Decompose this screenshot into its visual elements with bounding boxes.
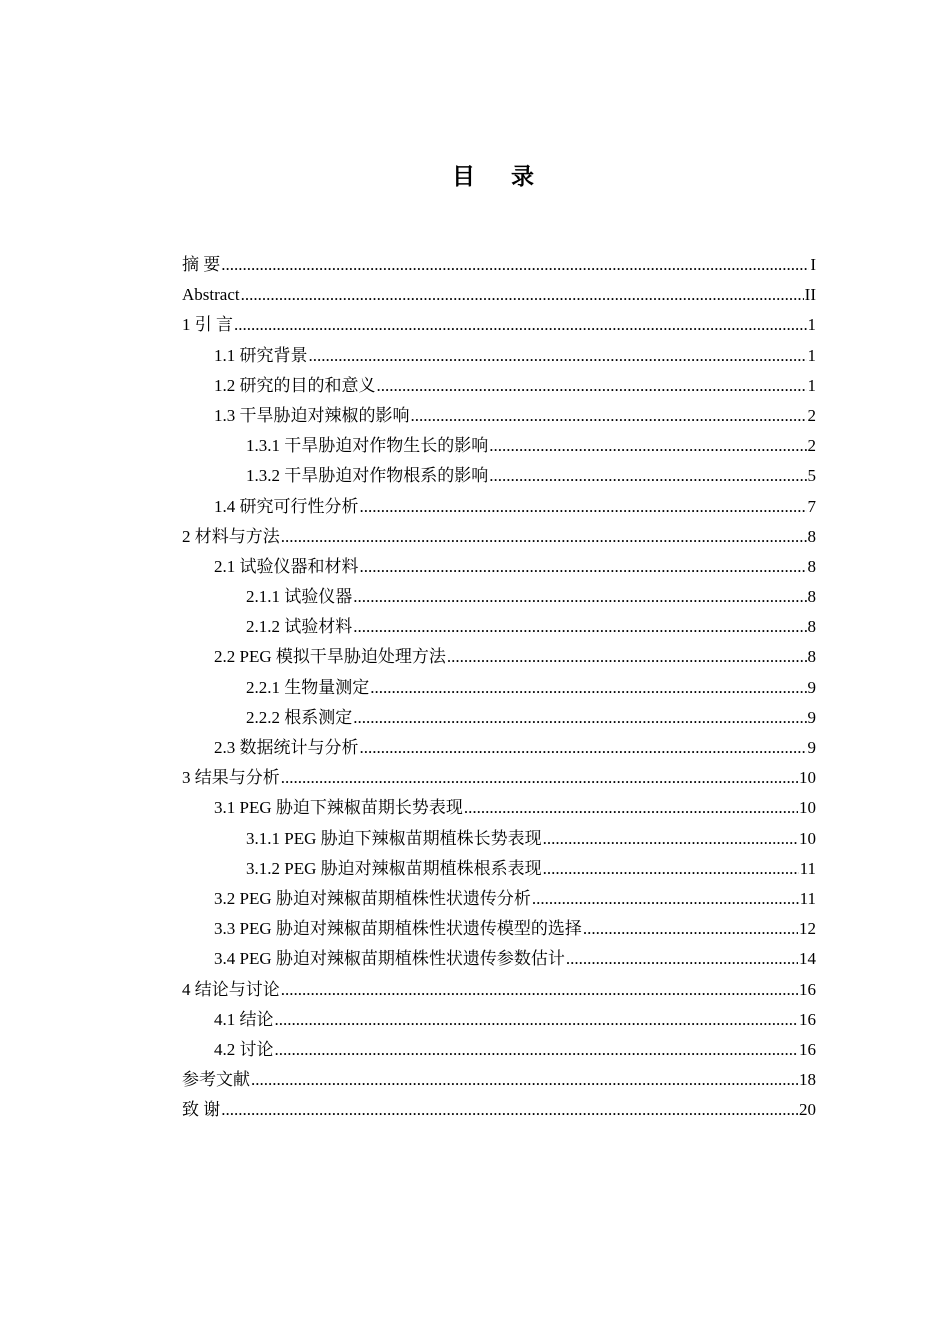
toc-entry-label: 摘 要 — [182, 255, 221, 274]
toc-entry-label: 1.3 干旱胁迫对辣椒的影响 — [214, 405, 410, 425]
toc-dot-leader — [353, 582, 806, 612]
toc-entry-label: 2.3 数据统计与分析 — [214, 738, 359, 757]
toc-entry[interactable] — [182, 793, 816, 823]
toc-entry-label: 2.1.2 试验材料 — [246, 617, 353, 637]
toc-entry[interactable] — [182, 522, 816, 552]
toc-dot-leader — [281, 522, 807, 552]
toc-entry-page-number: 1 — [807, 345, 816, 365]
toc-entry-label: 2.2.1 生物量测定 — [246, 677, 370, 697]
toc-dot-leader — [489, 431, 806, 461]
toc-entry-page-number: 10 — [799, 798, 816, 818]
toc-entry-label: 1.3.2 干旱胁迫对作物根系的影响 — [246, 466, 489, 486]
toc-entry[interactable] — [182, 310, 816, 340]
toc-entry-label: 3.2 PEG 胁迫对辣椒苗期植株性状遗传分析 — [214, 888, 531, 908]
toc-entry-label: 1.2 研究的目的和意义 — [214, 375, 376, 395]
toc-entry-page-number: 7 — [807, 496, 816, 516]
toc-entry[interactable] — [182, 673, 816, 703]
toc-entry[interactable] — [182, 884, 816, 914]
toc-dot-leader — [360, 492, 807, 522]
toc-entry-label: 参考文献 — [182, 1070, 250, 1090]
toc-entry-label: 1 引 言 — [182, 315, 233, 335]
toc-entry-page-number: 8 — [807, 587, 816, 607]
toc-entry[interactable] — [182, 642, 816, 672]
toc-entry[interactable] — [182, 552, 816, 582]
toc-entry-page-number: 5 — [807, 466, 816, 486]
toc-entry[interactable] — [182, 854, 816, 884]
toc-entry-label: 4.2 讨论 — [214, 1039, 274, 1059]
toc-dot-leader — [411, 401, 807, 431]
toc-entry-page-number: 16 — [799, 1009, 816, 1029]
toc-dot-leader — [221, 1095, 798, 1125]
toc-dot-leader — [447, 642, 807, 672]
toc-entry-page-number: 12 — [799, 919, 816, 939]
toc-entry-label: 3.1.1 PEG 胁迫下辣椒苗期植株长势表现 — [246, 828, 542, 848]
toc-entry-label: 4.1 结论 — [214, 1009, 274, 1029]
toc-entry[interactable] — [182, 1035, 816, 1065]
toc-dot-leader — [377, 371, 807, 401]
toc-entry-label: 1.4 研究可行性分析 — [214, 496, 359, 516]
toc-entry[interactable] — [182, 492, 816, 522]
toc-entry-page-number: I — [810, 255, 816, 274]
toc-dot-leader — [309, 341, 807, 371]
toc-entry-page-number: 20 — [799, 1100, 816, 1120]
toc-entry[interactable] — [182, 733, 816, 763]
toc-entry-label: 3.1.2 PEG 胁迫对辣椒苗期植株根系表现 — [246, 858, 542, 878]
toc-entry-page-number: 18 — [799, 1070, 816, 1090]
toc-dot-leader — [241, 280, 804, 310]
toc-entry-label: 1.3.1 干旱胁迫对作物生长的影响 — [246, 436, 489, 456]
toc-dot-leader — [532, 884, 799, 914]
toc-entry[interactable] — [182, 280, 816, 310]
toc-entry[interactable] — [182, 612, 816, 642]
toc-entry[interactable] — [182, 1005, 816, 1035]
toc-entry[interactable] — [182, 250, 816, 280]
toc-entry-label: 2.2.2 根系测定 — [246, 707, 353, 727]
toc-entry-page-number: 10 — [799, 828, 816, 848]
toc-dot-leader — [370, 673, 806, 703]
toc-dot-leader — [275, 1005, 799, 1035]
toc-entry-page-number: 11 — [799, 888, 816, 908]
toc-dot-leader — [251, 1065, 798, 1095]
toc-entry[interactable] — [182, 431, 816, 461]
toc-entry[interactable] — [182, 944, 816, 974]
toc-dot-leader — [360, 552, 807, 582]
toc-entry-label: 3.1 PEG 胁迫下辣椒苗期长势表现 — [214, 798, 463, 818]
toc-entry[interactable] — [182, 401, 816, 431]
toc-entry-page-number: 9 — [807, 738, 816, 757]
table-of-contents — [182, 250, 816, 1125]
toc-entry-page-number: II — [804, 285, 816, 305]
toc-entry[interactable] — [182, 975, 816, 1005]
toc-entry-label: 2 材料与方法 — [182, 526, 280, 546]
toc-dot-leader — [275, 1035, 799, 1065]
toc-entry-page-number: 9 — [807, 707, 816, 727]
toc-dot-leader — [489, 461, 806, 491]
page-title: 目 录 — [451, 164, 548, 190]
toc-entry[interactable] — [182, 371, 816, 401]
toc-dot-leader — [281, 763, 798, 793]
toc-dot-leader — [543, 854, 799, 884]
toc-entry-page-number: 2 — [807, 436, 816, 456]
toc-dot-leader — [221, 250, 809, 280]
toc-entry-page-number: 1 — [807, 375, 816, 395]
toc-entry-label: 2.2 PEG 模拟干旱胁迫处理方法 — [214, 647, 446, 667]
toc-dot-leader — [234, 310, 807, 340]
toc-entry-label: 3 结果与分析 — [182, 768, 280, 788]
toc-entry[interactable] — [182, 763, 816, 793]
toc-entry-page-number: 2 — [807, 405, 816, 425]
toc-dot-leader — [353, 703, 806, 733]
toc-entry[interactable] — [182, 914, 816, 944]
toc-entry[interactable] — [182, 461, 816, 491]
toc-entry[interactable] — [182, 582, 816, 612]
toc-entry[interactable] — [182, 824, 816, 854]
toc-entry-label: 2.1 试验仪器和材料 — [214, 556, 359, 576]
toc-dot-leader — [281, 975, 798, 1005]
toc-entry-page-number: 16 — [799, 1039, 816, 1059]
toc-entry-page-number: 10 — [799, 768, 816, 788]
toc-entry-label: 1.1 研究背景 — [214, 345, 308, 365]
toc-entry-label: 3.3 PEG 胁迫对辣椒苗期植株性状遗传模型的选择 — [214, 919, 582, 939]
toc-entry-page-number: 8 — [807, 617, 816, 637]
toc-entry-page-number: 14 — [799, 949, 816, 969]
toc-entry-page-number: 16 — [799, 979, 816, 999]
toc-entry[interactable] — [182, 1095, 816, 1125]
toc-dot-leader — [360, 733, 807, 763]
toc-dot-leader — [583, 914, 798, 944]
toc-dot-leader — [353, 612, 806, 642]
toc-entry-page-number: 9 — [807, 677, 816, 697]
toc-dot-leader — [566, 944, 798, 974]
toc-entry-page-number: 8 — [807, 647, 816, 667]
toc-entry-label: Abstract — [182, 285, 240, 305]
toc-dot-leader — [464, 793, 798, 823]
toc-entry-label: 4 结论与讨论 — [182, 979, 280, 999]
toc-entry-label: 3.4 PEG 胁迫对辣椒苗期植株性状遗传参数估计 — [214, 949, 565, 969]
toc-entry-page-number: 8 — [807, 526, 816, 546]
toc-dot-leader — [543, 824, 798, 854]
toc-entry[interactable] — [182, 703, 816, 733]
toc-entry[interactable] — [182, 341, 816, 371]
toc-entry-page-number: 11 — [799, 858, 816, 878]
toc-entry-page-number: 8 — [807, 556, 816, 576]
toc-entry-label: 2.1.1 试验仪器 — [246, 587, 353, 607]
toc-entry-page-number: 1 — [807, 315, 816, 335]
toc-entry-label: 致 谢 — [182, 1100, 221, 1120]
toc-entry[interactable] — [182, 1065, 816, 1095]
